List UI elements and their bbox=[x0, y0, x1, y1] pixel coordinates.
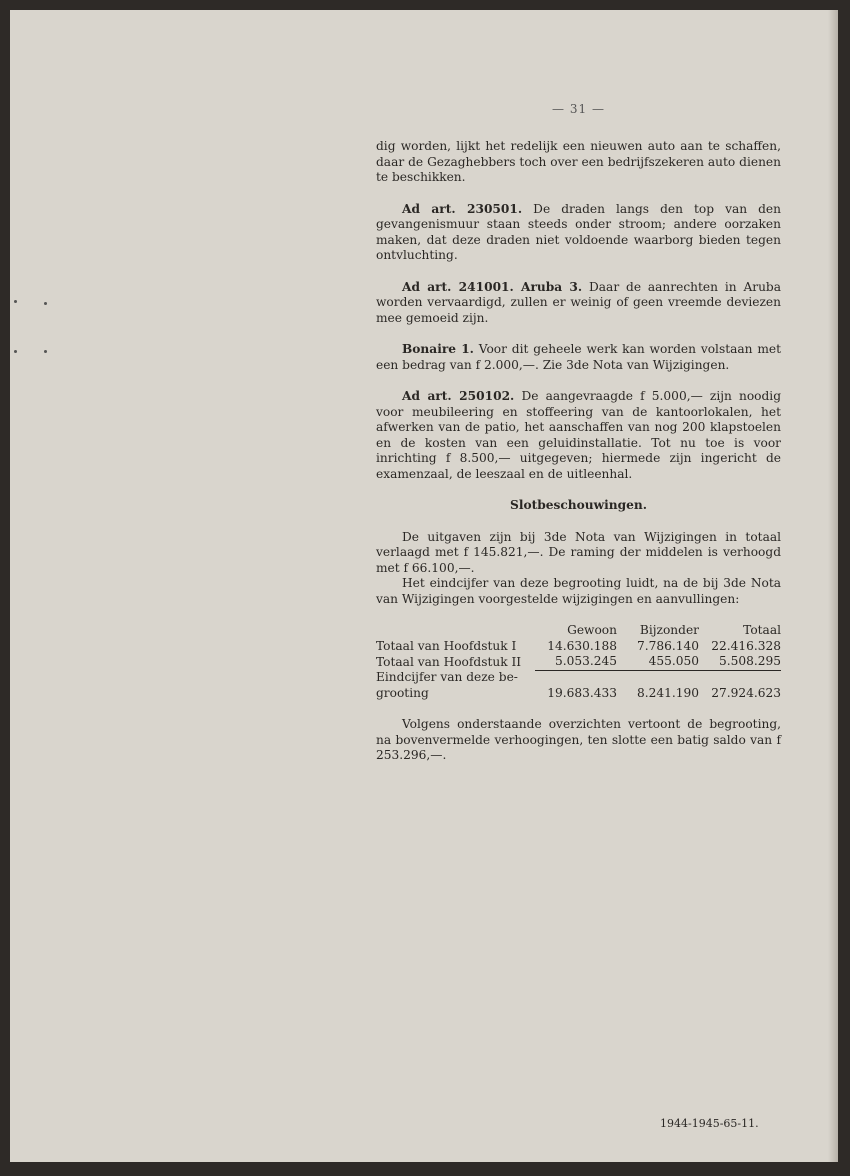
cell: 19.683.433 bbox=[547, 685, 617, 700]
row-label: Totaal van Hoofdstuk II bbox=[376, 654, 522, 669]
table-divider bbox=[376, 670, 781, 686]
binder-hole-mark bbox=[14, 300, 17, 303]
section-heading: Slotbeschouwingen. bbox=[510, 498, 647, 512]
paragraph-6: De uitgaven zijn bij 3de Nota van Wijzigingen in totaal verlaagd met f 145.821,—. De raming der middelen is verhoogd met f 66.100,—. bbox=[376, 529, 781, 575]
cell: 22.416.328 bbox=[711, 638, 781, 653]
cell: 8.241.190 bbox=[636, 685, 699, 700]
footer-reference: 1944-1945-65-11. bbox=[660, 1117, 759, 1130]
article-ref: Ad art. 230501. bbox=[402, 201, 523, 216]
row-label: Eindcijfer van deze be- bbox=[376, 670, 518, 684]
cell: 14.630.188 bbox=[547, 638, 617, 653]
table-row bbox=[376, 639, 781, 655]
column-header: Gewoon bbox=[567, 623, 617, 637]
table-header-row bbox=[376, 623, 781, 639]
row-label: Totaal van Hoofdstuk I bbox=[376, 638, 517, 653]
cell: 455.050 bbox=[648, 654, 699, 668]
table-total-row bbox=[376, 686, 781, 702]
article-ref: Ad art. 241001. Aruba 3. bbox=[402, 279, 583, 294]
paragraph-2: Ad art. 230501. De draden langs den top van den gevangenismuur staan steeds onder stroom; andere oorzaken maken, dat deze draden niet voldoende waarborg bieden tegen ontvluchting. bbox=[376, 201, 781, 262]
cell: 7.786.140 bbox=[636, 638, 699, 653]
paragraph-1: dig worden, lijkt het redelijk een nieuwen auto aan te schaffen, daar de Gezaghebbers toch over een bedrijfszekeren auto dienen te beschikken. bbox=[376, 139, 781, 184]
table-row bbox=[376, 654, 781, 670]
binder-hole-mark bbox=[14, 350, 17, 353]
paragraph-3: Ad art. 241001. Aruba 3. Daar de aanrechten in Aruba worden vervaardigd, zullen er weinig of geen vreemde deviezen mee gemoeid zijn. bbox=[376, 279, 781, 325]
cell: 5.053.245 bbox=[554, 654, 617, 668]
column-header: Bijzonder bbox=[639, 623, 699, 637]
row-label: grooting bbox=[376, 685, 429, 700]
binder-hole-mark bbox=[44, 302, 47, 305]
paragraph-4: Bonaire 1. Voor dit geheele werk kan worden volstaan met een bedrag van f 2.000,—. Zie 3de Nota van Wijzigingen. bbox=[376, 342, 781, 372]
column-header: Totaal bbox=[743, 623, 781, 637]
article-ref: Bonaire 1. bbox=[402, 342, 474, 356]
paragraph-7: Het eindcijfer van deze begrooting luidt, na de bij 3de Nota van Wijzigingen voorgestelde wijzigingen en aanvullingen: bbox=[376, 576, 781, 606]
binder-hole-mark bbox=[44, 350, 47, 353]
paragraph-8: Volgens onderstaande overzichten vertoont de begrooting, na bovenvermelde verhoogingen, ten slotte een batig saldo van f 253.296,—. bbox=[376, 717, 781, 762]
cell: 27.924.623 bbox=[711, 685, 781, 700]
body-text bbox=[376, 139, 781, 764]
budget-summary-table bbox=[376, 623, 781, 701]
cell: 5.508.295 bbox=[718, 654, 781, 668]
paragraph-5: Ad art. 250102. De aangevraagde f 5.000,— zijn noodig voor meubileering en stoffeering van de kantoorlokalen, het afwerken van de patio, het aanschaffen van nog 200 klapstoelen en de kosten van een geluidinstallatie. Tot nu toe is voor inrichting f 8.500,— uitgegeven; hiermede zijn ingericht de examenzaal, de leeszaal en de uitleenhal. bbox=[376, 389, 782, 481]
page-number: — 31 — bbox=[552, 102, 605, 116]
article-ref: Ad art. 250102. bbox=[402, 389, 515, 403]
